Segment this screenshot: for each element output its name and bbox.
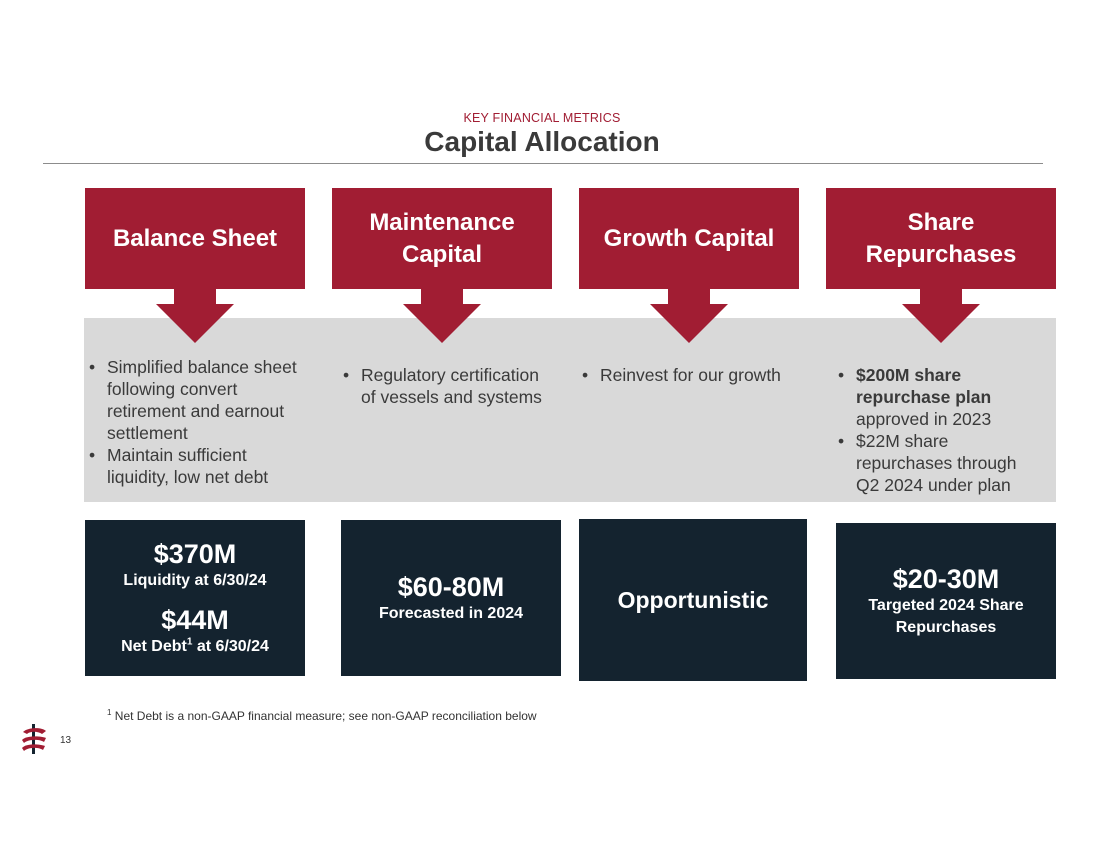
arrow-down-icon	[156, 289, 234, 343]
page-title: Capital Allocation	[424, 126, 660, 157]
heading-growth-capital: Growth Capital	[579, 188, 799, 289]
list-item: • Maintain sufficient liquidity, low net debt	[89, 445, 269, 487]
footnote: $^1$ Net Debt is a non-GAAP financial measure; see non-GAAP reconciliation below	[107, 708, 537, 723]
list-item: • $200M share repurchase plan approved in 2023	[838, 365, 992, 429]
heading-share-repurchases: Share Repurchases	[826, 188, 1056, 289]
repurchase-label: Targeted 2024 Share Repurchases	[868, 597, 1024, 636]
page-number: 13	[60, 735, 72, 746]
metric-balance-sheet	[85, 520, 305, 676]
metric-growth-capital	[579, 519, 807, 681]
arrow-down-icon	[902, 289, 980, 343]
list-item: • Reinvest for our growth	[582, 365, 781, 385]
net-debt-value: $44M	[161, 605, 229, 635]
growth-capital-bullets	[579, 364, 809, 386]
title-divider	[43, 163, 1043, 164]
liquidity-value: $370M	[153, 539, 237, 569]
list-item: • Regulatory certification of vessels and systems	[343, 365, 542, 407]
heading-balance-sheet: Balance Sheet	[85, 188, 305, 289]
share-repurchases-bullets	[835, 364, 1035, 496]
list-item: • $22M share repurchases through Q2 2024 under plan	[838, 431, 1017, 495]
section-eyebrow: KEY FINANCIAL METRICS	[463, 111, 621, 125]
company-logo-icon	[20, 724, 48, 754]
maintenance-label: Forecasted in 2024	[378, 605, 524, 622]
heading-maintenance-capital: Maintenance Capital	[332, 188, 552, 289]
list-item: • Simplified balance sheet following convert retirement and earnout settlement	[89, 357, 297, 443]
metric-share-repurchases	[836, 523, 1056, 679]
repurchase-value: $20-30M	[892, 564, 1000, 594]
liquidity-label: Liquidity at 6/30/24	[123, 572, 267, 589]
metric-maintenance-capital	[341, 520, 561, 676]
arrow-down-icon	[403, 289, 481, 343]
balance-sheet-bullets	[86, 356, 306, 488]
net-debt-label: Net Debt$^1$ at 6/30/24	[121, 636, 269, 655]
arrow-down-icon	[650, 289, 728, 343]
growth-value: Opportunistic	[617, 587, 769, 613]
maintenance-capital-bullets	[340, 364, 545, 408]
maintenance-value: $60-80M	[397, 572, 505, 602]
